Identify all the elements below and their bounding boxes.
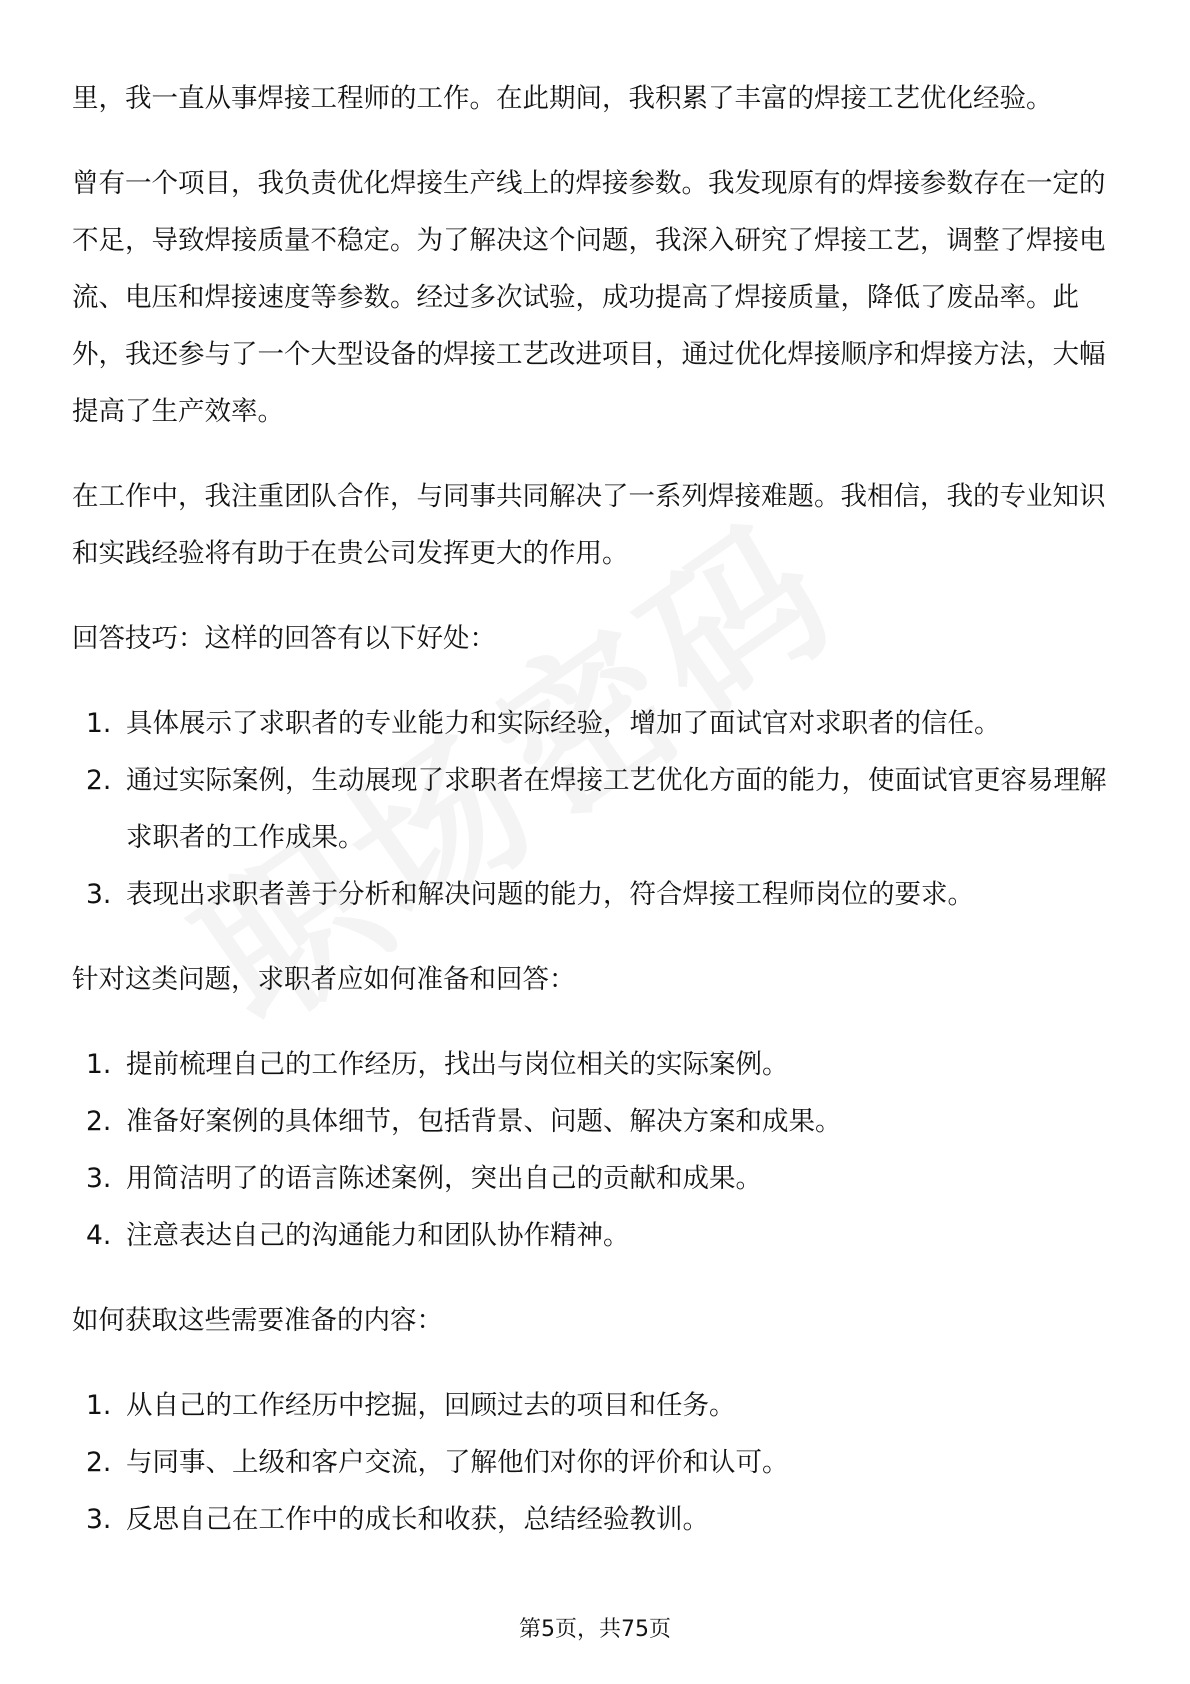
list-item-text: 与同事、上级和客户交流，了解他们对你的评价和认可。 bbox=[126, 1447, 789, 1478]
numbered-list bbox=[72, 1036, 1122, 1264]
list-number: 1. bbox=[86, 1049, 112, 1080]
list-number: 1. bbox=[86, 708, 112, 739]
list-item-text: 反思自己在工作中的成长和收获，总结经验教训。 bbox=[126, 1504, 709, 1535]
numbered-list bbox=[72, 695, 1122, 923]
list-item-text: 表现出求职者善于分析和解决问题的能力，符合焊接工程师岗位的要求。 bbox=[126, 879, 974, 910]
list-number: 3. bbox=[86, 879, 112, 910]
list-item bbox=[72, 1150, 1122, 1207]
list-number: 4. bbox=[86, 1220, 112, 1251]
list-item bbox=[72, 1093, 1122, 1150]
list-item-text: 准备好案例的具体细节，包括背景、问题、解决方案和成果。 bbox=[126, 1106, 842, 1137]
list-item-text: 通过实际案例，生动展现了求职者在焊接工艺优化方面的能力，使面试官更容易理解求职者的工作成果。 bbox=[126, 765, 1107, 853]
list-item-text: 提前梳理自己的工作经历，找出与岗位相关的实际案例。 bbox=[126, 1049, 789, 1080]
list-item-text: 从自己的工作经历中挖掘，回顾过去的项目和任务。 bbox=[126, 1390, 736, 1421]
list-item bbox=[72, 1491, 1122, 1548]
list-number: 1. bbox=[86, 1390, 112, 1421]
paragraph: 在工作中，我注重团队合作，与同事共同解决了一系列焊接难题。我相信，我的专业知识和实践经验将有助于在贵公司发挥更大的作用。 bbox=[72, 481, 1106, 569]
list-item-text: 具体展示了求职者的专业能力和实际经验，增加了面试官对求职者的信任。 bbox=[126, 708, 1001, 739]
list-item bbox=[72, 866, 1122, 923]
section-heading: 回答技巧：这样的回答有以下好处： bbox=[72, 623, 496, 654]
list-item bbox=[72, 752, 1122, 866]
list-item bbox=[72, 695, 1122, 752]
list-number: 3. bbox=[86, 1163, 112, 1194]
list-item bbox=[72, 1207, 1122, 1264]
list-item bbox=[72, 1434, 1122, 1491]
page-footer: 第5页，共75页 bbox=[519, 1617, 671, 1642]
list-number: 2. bbox=[86, 765, 112, 796]
list-number: 2. bbox=[86, 1447, 112, 1478]
list-item-text: 用简洁明了的语言陈述案例，突出自己的贡献和成果。 bbox=[126, 1163, 762, 1194]
list-number: 2. bbox=[86, 1106, 112, 1137]
paragraph: 里，我一直从事焊接工程师的工作。在此期间，我积累了丰富的焊接工艺优化经验。 bbox=[72, 83, 1053, 114]
numbered-list bbox=[72, 1377, 1122, 1548]
page-content bbox=[72, 70, 1122, 1576]
list-item bbox=[72, 1377, 1122, 1434]
list-item bbox=[72, 1036, 1122, 1093]
paragraph: 曾有一个项目，我负责优化焊接生产线上的焊接参数。我发现原有的焊接参数存在一定的不足，导致焊接质量不稳定。为了解决这个问题，我深入研究了焊接工艺，调整了焊接电流、电压和焊接速度等参数。经过多次试验，成功提高了焊接质量，降低了废品率。此外，我还参与了一个大型设备的焊接工艺改进项目，通过优化焊接顺序和焊接方法，大幅提高了生产效率。 bbox=[72, 168, 1106, 427]
section-heading: 如何获取这些需要准备的内容： bbox=[72, 1305, 443, 1336]
section-heading: 针对这类问题，求职者应如何准备和回答： bbox=[72, 964, 576, 995]
list-item-text: 注意表达自己的沟通能力和团队协作精神。 bbox=[126, 1220, 630, 1251]
list-number: 3. bbox=[86, 1504, 112, 1535]
